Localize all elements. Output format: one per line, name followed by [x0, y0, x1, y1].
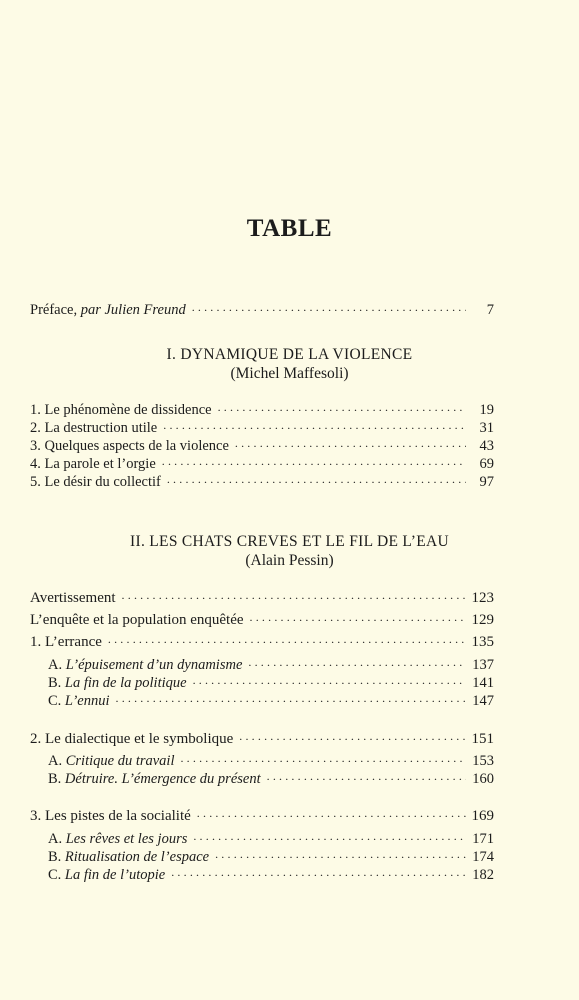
preface-label: Préface, — [30, 302, 78, 318]
page-number: 153 — [472, 753, 494, 769]
part-1-heading — [0, 345, 579, 383]
page-number: 169 — [471, 808, 494, 824]
leader-dots — [180, 753, 466, 765]
leader-dots — [163, 420, 466, 432]
page-number: 31 — [479, 420, 494, 436]
toc-entry-preface — [30, 301, 494, 319]
toc-subentry — [48, 770, 494, 788]
toc-chapter-3 — [30, 807, 494, 825]
toc-entry — [30, 473, 494, 491]
toc-subentry — [48, 674, 494, 692]
leader-dots — [193, 831, 466, 843]
toc-subentry — [48, 656, 494, 674]
entry-label: 1. L’errance — [30, 634, 102, 650]
page-number: 160 — [472, 771, 494, 787]
leader-dots — [116, 693, 467, 705]
leader-dots — [218, 402, 466, 414]
toc-subentry — [48, 848, 494, 866]
subentry-letter: A. — [48, 831, 63, 847]
leader-dots — [192, 302, 466, 314]
page-number: 43 — [479, 438, 494, 454]
part-1-author: (Michel Maffesoli) — [230, 365, 349, 382]
toc-chapter-1 — [30, 633, 494, 651]
page-number: 135 — [471, 634, 494, 650]
entry-label: 2. Le dialectique et le symbolique — [30, 731, 234, 747]
entry-label: Avertissement — [30, 590, 116, 606]
toc-subentry — [48, 866, 494, 884]
page-title: TABLE — [246, 215, 333, 242]
page-number: 19 — [479, 402, 494, 418]
leader-dots — [122, 590, 466, 602]
leader-dots — [267, 771, 466, 783]
subentry-label: Les rêves et les jours — [65, 831, 188, 847]
page-number: 151 — [471, 731, 494, 747]
preface-author: par Julien Freund — [80, 302, 186, 318]
leader-dots — [162, 456, 466, 468]
toc-entry — [30, 401, 494, 419]
part-2-title: II. LES CHATS CREVES ET LE FIL DE L’EAU — [130, 533, 449, 550]
subentry-label: La fin de l’utopie — [64, 867, 166, 883]
entry-label: 2. La destruction utile — [30, 420, 158, 436]
leader-dots — [215, 849, 466, 861]
page-number: 7 — [486, 302, 494, 318]
toc-subentry — [48, 752, 494, 770]
leader-dots — [239, 731, 465, 743]
page-number: 171 — [472, 831, 494, 847]
subentry-letter: C. — [48, 867, 62, 883]
page-number: 137 — [472, 657, 494, 673]
entry-label: 5. Le désir du collectif — [30, 474, 161, 490]
subentry-letter: C. — [48, 693, 62, 709]
subentry-label: L’épuisement d’un dynamisme — [65, 657, 243, 673]
entry-label: 3. Les pistes de la socialité — [30, 808, 191, 824]
leader-dots — [193, 675, 466, 687]
leader-dots — [108, 634, 466, 646]
toc-entry — [30, 455, 494, 473]
part-2-author: (Alain Pessin) — [245, 552, 334, 569]
subentry-label: La fin de la politique — [64, 675, 187, 691]
leader-dots — [167, 474, 466, 486]
entry-label: 4. La parole et l’orgie — [30, 456, 156, 472]
toc-entry-enquete — [30, 611, 494, 629]
page-number: 141 — [472, 675, 494, 691]
subentry-label: Ritualisation de l’espace — [64, 849, 210, 865]
leader-dots — [171, 867, 466, 879]
page-number: 174 — [472, 849, 494, 865]
toc-subentry — [48, 830, 494, 848]
page-number: 182 — [472, 867, 494, 883]
toc-entry — [30, 419, 494, 437]
page-number: 97 — [479, 474, 494, 490]
page-number: 147 — [472, 693, 494, 709]
leader-dots — [250, 612, 466, 624]
subentry-letter: B. — [48, 675, 62, 691]
toc-chapter-2 — [30, 730, 494, 748]
part-2-heading — [0, 532, 579, 570]
subentry-letter: A. — [48, 657, 63, 673]
subentry-label: Détruire. L’émergence du présent — [64, 771, 261, 787]
subentry-letter: A. — [48, 753, 63, 769]
leader-dots — [197, 808, 466, 820]
leader-dots — [248, 657, 466, 669]
leader-dots — [235, 438, 466, 450]
entry-label: 3. Quelques aspects de la violence — [30, 438, 229, 454]
subentry-letter: B. — [48, 849, 62, 865]
entry-label: 1. Le phénomène de dissidence — [30, 402, 212, 418]
subentry-label: L’ennui — [64, 693, 110, 709]
subentry-letter: B. — [48, 771, 62, 787]
page-number: 123 — [471, 590, 494, 606]
subentry-label: Critique du travail — [65, 753, 175, 769]
toc-entry — [30, 437, 494, 455]
part-1-title: I. DYNAMIQUE DE LA VIOLENCE — [166, 346, 413, 363]
toc-entry-avertissement — [30, 589, 494, 607]
page-number: 69 — [479, 456, 494, 472]
entry-label: L’enquête et la population enquêtée — [30, 612, 244, 628]
page-number: 129 — [471, 612, 494, 628]
toc-subentry — [48, 692, 494, 710]
